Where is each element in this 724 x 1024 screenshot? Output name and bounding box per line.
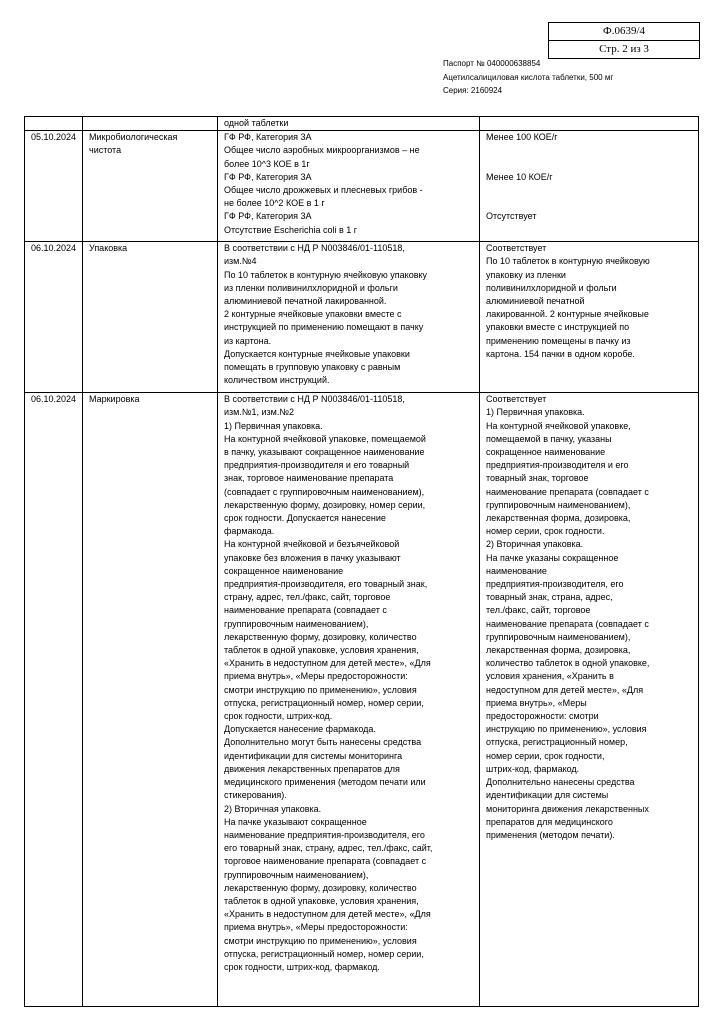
- passport-header: [443, 57, 613, 98]
- product-name: Ацетилсалициловая кислота таблетки, 500 мг: [443, 72, 614, 82]
- continuation-cell: одной таблетки: [218, 117, 480, 131]
- requirement-cell: ГФ РФ, Категория 3А Общее число аэробных микроорганизмов – не более 10^3 КОЕ в 1г ГФ РФ, Категория 3А Общее число дрожжевых и плесневых грибов - не более 10^2 КОЕ в 1 г ГФ РФ, Категория 3А Отсутствие Escherichia coli в 1 г: [218, 131, 480, 242]
- result-cell: Соответствует 1) Первичная упаковка. На контурной ячейковой упаковке, помещаемой в пачку, указаны сокращенное наименование предприятия-производителя и его товарный знак, торговое наименование препарата (совпадает с группировочным наименованием), лекарственная форма, дозировка, номер серии, срок годности. 2) Вторичная упаковка. На пачке указаны сокращенное наименование предприятия-производителя, его товарный знак, страна, адрес, тел./факс, сайт, торговое наименование препарата (совпадает с группировочным наименованием), лекарственная форма, дозировка, количество таблеток в одной упаковке, условия хранения, «Хранить в недоступном для детей месте», «Для приема внутрь», «Меры предосторожности: смотри инструкцию по применению», условия отпуска, регистрационный номер, номер серии, срок годности, штрих-код, фармакод. Дополнительно нанесены средства идентификации для системы мониторинга движения лекарственных препаратов для медицинского применения (методом печати).: [480, 393, 699, 1007]
- table-row: [25, 242, 699, 393]
- result-cell: Менее 100 КОЕ/г Менее 10 КОЕ/г Отсутствует: [480, 131, 699, 242]
- table-row: [25, 393, 699, 1007]
- passport-number: Паспорт № 040000638854: [443, 59, 541, 68]
- table-cell: [480, 117, 699, 131]
- indicator-cell: Маркировка: [83, 393, 218, 1007]
- page-number: Стр. 2 из 3: [549, 40, 699, 58]
- table-cell: [25, 117, 83, 131]
- table-row: [25, 117, 699, 131]
- series-number: Серия: 2160924: [443, 86, 503, 95]
- form-code-box: [548, 22, 700, 59]
- results-table: [24, 116, 699, 1007]
- requirement-cell: В соответствии с НД Р N003846/01-110518, изм.№4 По 10 таблеток в контурную ячейковую упаковку из пленки поливинилхлоридной и фольги алюминиевой печатной лакированной. 2 контурные ячейковые упаковки вместе с инструкцией по применению помещают в пачку из картона. Допускается контурные ячейковые упаковки помещать в групповую упаковку с равным количеством инструкций.: [218, 242, 480, 393]
- indicator-cell: Микробиологическая чистота: [83, 131, 218, 242]
- date-cell: 05.10.2024: [25, 131, 83, 242]
- table-row: [25, 131, 699, 242]
- date-cell: 06.10.2024: [25, 393, 83, 1007]
- date-cell: 06.10.2024: [25, 242, 83, 393]
- indicator-cell: Упаковка: [83, 242, 218, 393]
- result-cell: Соответствует По 10 таблеток в контурную ячейковую упаковку из пленки поливинилхлоридной и фольги алюминиевой печатной лакированной. 2 контурные ячейковые упаковки вместе с инструкцией по применению помещены в пачку из картона. 154 пачки в одном коробе.: [480, 242, 699, 393]
- table-cell: [83, 117, 218, 131]
- form-code: Ф.0639/4: [603, 25, 645, 37]
- requirement-cell: В соответствии с НД Р N003846/01-110518, изм.№1, изм.№2 1) Первичная упаковка. На контурной ячейковой упаковке, помещаемой в пачку, указывают сокращенное наименование предприятия-производителя и его товарный знак, торговое наименование препарата (совпадает с группировочным наименованием), лекарственную форму, дозировку, номер серии, срок годности. Допускается нанесение фармакода. На контурной ячейковой и безъячейковой упаковке без вложения в пачку указывают сокращенное наименование предприятия-производителя, его товарный знак, страну, адрес, тел./факс, сайт, торговое наименование препарата (совпадает с группировочным наименованием), лекарственную форму, дозировку, количество таблеток в одной упаковке, условия хранения, «Хранить в недоступном для детей месте», «Для приема внутрь», «Меры предосторожности: смотри инструкцию по применению», условия отпуска, регистрационный номер, номер серии, срок годности, штрих-код. Допускается нанесение фармакода. Дополнительно могут быть нанесены средства идентификации для системы мониторинга движения лекарственных препаратов для медицинского применения (методом печати или стикерования). 2) Вторичная упаковка. На пачке указывают сокращенное наименование предприятия-производителя, его его товарный знак, страну, адрес, тел./факс, сайт, торговое наименование препарата (совпадает с группировочным наименованием), лекарственную форму, дозировку, количество таблеток в одной упаковке, условия хранения, «Хранить в недоступном для детей месте», «Для приема внутрь», «Меры предосторожности: смотри инструкцию по применению», условия отпуска, регистрационный номер, номер серии, срок годности, штрих-код, фармакод.: [218, 393, 480, 1007]
